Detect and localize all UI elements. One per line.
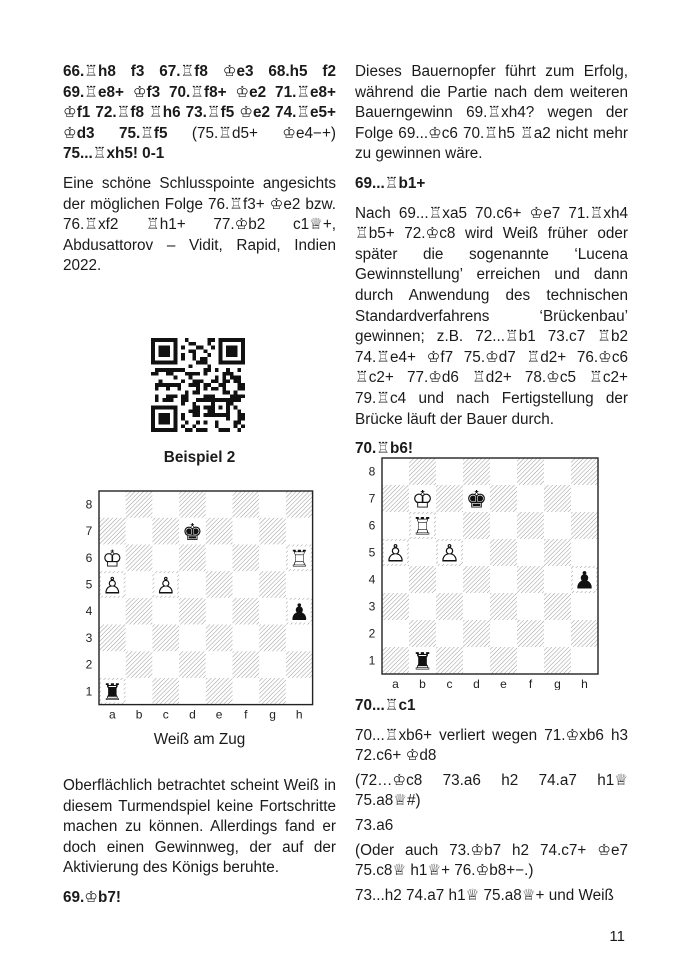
- board-square: [286, 518, 313, 545]
- board-square: [259, 678, 286, 705]
- rank-label: 3: [368, 599, 376, 614]
- rank-label: 5: [85, 577, 93, 592]
- file-label: c: [446, 677, 453, 690]
- black-piece-d7: ♚: [182, 519, 203, 546]
- board-square: [571, 485, 598, 512]
- rank-label: 2: [85, 657, 93, 672]
- board-square: [206, 518, 233, 545]
- board-square: [179, 678, 206, 705]
- board-square: [436, 647, 463, 674]
- black-piece-b1: ♜: [411, 647, 434, 676]
- board-square: [99, 598, 126, 625]
- board-square: [152, 598, 179, 625]
- black-piece-a1: ♜: [102, 680, 123, 707]
- final-moves: 75...♖xh5! 0-1: [63, 145, 165, 163]
- board-square: [286, 491, 313, 518]
- board-square: [206, 544, 233, 571]
- file-label: h: [581, 677, 588, 690]
- board-square: [126, 571, 153, 598]
- white-piece-c5: ♙: [155, 573, 177, 600]
- bold-moves: 66.♖h8 f3 67.♖f8 ♔e3 68.h5 f2 69.♖e8+ ♔f3 70.♖f8+ ♔e2 71.♖e8+ ♔f1 72.♖f8 ♖h6 73.♖f5 ♔e2 74.♖e5+ ♔d3 75.♖f5: [63, 63, 336, 142]
- board-square: [259, 625, 286, 652]
- board-square: [152, 651, 179, 678]
- file-label: b: [419, 677, 426, 690]
- move-line: 73.a6: [355, 816, 394, 834]
- board-square: [517, 458, 544, 485]
- rank-label: 6: [85, 550, 93, 565]
- left-column: [63, 62, 336, 286]
- board-square: [463, 458, 490, 485]
- board-square: [99, 518, 126, 545]
- board-square: [544, 458, 571, 485]
- move-sequence-paragraph: [63, 62, 336, 165]
- rank-label: 1: [368, 653, 376, 668]
- rank-label: 7: [368, 491, 376, 506]
- board-square: [463, 512, 490, 539]
- file-label: d: [189, 707, 196, 722]
- board-square: [490, 512, 517, 539]
- board-square: [233, 625, 260, 652]
- board-square: [490, 539, 517, 566]
- board-square: [206, 625, 233, 652]
- board-square: [286, 678, 313, 705]
- board-square: [544, 566, 571, 593]
- board-square: [490, 593, 517, 620]
- file-label: d: [473, 677, 480, 690]
- board-square: [152, 518, 179, 545]
- rank-label: 6: [368, 518, 376, 533]
- rank-label: 5: [368, 545, 376, 560]
- file-label: e: [500, 677, 507, 690]
- file-label: f: [528, 677, 533, 690]
- black-piece-d7: ♚: [465, 485, 488, 514]
- board-square: [206, 598, 233, 625]
- board-square: [152, 491, 179, 518]
- board-square: [179, 651, 206, 678]
- board-square: [179, 571, 206, 598]
- board-square: [382, 647, 409, 674]
- board-square: [571, 512, 598, 539]
- board-square: [206, 571, 233, 598]
- board-square: [571, 647, 598, 674]
- board-square: [233, 678, 260, 705]
- board-square: [259, 651, 286, 678]
- board-square: [409, 620, 436, 647]
- rank-label: 8: [368, 464, 376, 479]
- file-label: c: [162, 707, 169, 722]
- board-square: [571, 620, 598, 647]
- board-square: [126, 651, 153, 678]
- board-square: [436, 593, 463, 620]
- board-square: [517, 593, 544, 620]
- move-line: 69...♖b1+: [355, 174, 426, 192]
- move-line: 69.♔b7!: [63, 888, 121, 906]
- diagram-caption: Weiß am Zug: [153, 731, 246, 748]
- right-column: [355, 62, 628, 469]
- variation-paragraph: (72…♔c8 73.a6 h2 74.a7 h1♕ 75.a8♕#): [355, 771, 628, 810]
- board-square: [126, 598, 153, 625]
- board-square: [233, 571, 260, 598]
- rank-label: 4: [368, 572, 376, 587]
- white-piece-h6: ♖: [288, 546, 310, 573]
- board-square: [99, 491, 126, 518]
- file-label: a: [392, 677, 399, 690]
- chessboard: [84, 487, 316, 725]
- board-square: [286, 651, 313, 678]
- board-square: [382, 512, 409, 539]
- file-label: e: [215, 707, 223, 722]
- chess-diagram-2: [356, 448, 606, 690]
- board-square: [99, 651, 126, 678]
- white-piece-a5: ♙: [384, 539, 407, 568]
- board-square: [436, 458, 463, 485]
- board-square: [382, 620, 409, 647]
- board-square: [259, 491, 286, 518]
- board-square: [544, 512, 571, 539]
- board-square: [463, 647, 490, 674]
- qr-code: [151, 338, 245, 432]
- variation-text: (75.♖d5+ ♔e4−+): [191, 124, 336, 142]
- board-square: [179, 598, 206, 625]
- board-square: [490, 458, 517, 485]
- file-label: g: [269, 707, 276, 722]
- board-square: [382, 458, 409, 485]
- board-square: [126, 678, 153, 705]
- board-square: [206, 491, 233, 518]
- board-square: [233, 651, 260, 678]
- board-square: [571, 593, 598, 620]
- board-square: [517, 539, 544, 566]
- explanation-paragraph: Oberflächlich betrachtet scheint Weiß in diesem Turmendspiel keine Fortschritte machen zu können. Allerdings fand er doch einen Gewinnweg, der auf der Aktivierung des Königs beruhte.: [63, 777, 336, 877]
- chessboard: [356, 448, 606, 690]
- file-label: a: [109, 707, 116, 722]
- board-square: [517, 647, 544, 674]
- variation-paragraph: (Oder auch 73.♔b7 h2 74.c7+ ♔e7 75.c8♕ h1♕+ 76.♔b8+−.): [355, 841, 628, 880]
- board-square: [544, 647, 571, 674]
- board-square: [517, 620, 544, 647]
- board-square: [259, 571, 286, 598]
- board-square: [490, 620, 517, 647]
- chess-diagram-1: [84, 487, 316, 725]
- board-square: [544, 620, 571, 647]
- board-square: [152, 625, 179, 652]
- board-square: [490, 485, 517, 512]
- board-square: [463, 566, 490, 593]
- board-square: [206, 651, 233, 678]
- board-square: [126, 544, 153, 571]
- rank-label: 3: [85, 630, 93, 645]
- board-square: [286, 571, 313, 598]
- board-square: [152, 678, 179, 705]
- left-bottom-text: [63, 776, 336, 918]
- board-square: [382, 485, 409, 512]
- board-square: [490, 647, 517, 674]
- board-square: [179, 625, 206, 652]
- white-piece-a6: ♔: [102, 546, 123, 573]
- board-square: [259, 598, 286, 625]
- board-square: [382, 566, 409, 593]
- board-square: [436, 620, 463, 647]
- rank-label: 1: [85, 684, 93, 699]
- board-square: [490, 566, 517, 593]
- board-square: [409, 539, 436, 566]
- board-square: [233, 544, 260, 571]
- board-square: [259, 518, 286, 545]
- example-title: Beispiel 2: [163, 449, 236, 466]
- board-square: [463, 620, 490, 647]
- board-square: [259, 544, 286, 571]
- commentary-paragraph: Dieses Bauernopfer führt zum Erfolg, während die Partie nach dem weiteren Bauerngewinn 69.♖xh4? wegen der Folge 69...♔c6 70.♖h5 ♖a2 nicht mehr zu gewinnen wäre.: [355, 63, 628, 163]
- commentary-paragraph: Eine schöne Schlusspointe angesichts der möglichen Folge 76.♖f3+ ♔e2 bzw. 76.♖xf2 ♖h1+ 77.♔b2 c1♕+, Abdusattorov – Vidit, Rapid, Indien 2022.: [63, 174, 336, 275]
- rank-label: 7: [85, 524, 93, 539]
- commentary-paragraph: 70...♖xb6+ verliert wegen 71.♔xb6 h3 72.c6+ ♔d8: [355, 726, 628, 765]
- board-square: [436, 512, 463, 539]
- white-piece-b6: ♖: [411, 512, 434, 541]
- board-square: [99, 625, 126, 652]
- board-square: [206, 678, 233, 705]
- board-square: [544, 539, 571, 566]
- board-square: [544, 593, 571, 620]
- board-square: [179, 491, 206, 518]
- board-square: [517, 485, 544, 512]
- board-square: [179, 544, 206, 571]
- board-square: [436, 485, 463, 512]
- board-square: [517, 512, 544, 539]
- file-label: g: [554, 677, 561, 690]
- board-square: [463, 539, 490, 566]
- move-line: 70...♖c1: [355, 697, 416, 714]
- commentary-paragraph: 73...h2 74.a7 h1♕ 75.a8♕+ und Weiß: [355, 886, 614, 904]
- board-square: [126, 625, 153, 652]
- board-square: [517, 566, 544, 593]
- move-line: 70.♖b6!: [355, 440, 413, 458]
- commentary-paragraph: Nach 69...♖xa5 70.c6+ ♔e7 71.♖xh4 ♖b5+ 72.♔c8 wird Weiß früher oder später die sogenannte ‘Lucena Gewinnstellung’ erreichen und dann durch Anwendung des technischen Standardverfahrens ‘Brückenbau’ gewinnen; z.B. 72...♖b1 73.c7 ♖b2 74.♖e4+ ♔f7 75.♔d7 ♖d2+ 76.♔c6 ♖c2+ 77.♔d6 ♖d2+ 78.♔c5 ♖c2+ 79.♖c4 und nach Fertigstellung der Brücke läuft der Bauer durch.: [355, 204, 628, 428]
- black-piece-h4: ♟: [288, 599, 310, 626]
- white-piece-a5: ♙: [102, 573, 123, 600]
- board-square: [233, 598, 260, 625]
- board-square: [233, 518, 260, 545]
- board-square: [286, 625, 313, 652]
- rank-label: 4: [85, 604, 93, 619]
- board-square: [463, 593, 490, 620]
- board-square: [126, 518, 153, 545]
- file-label: h: [295, 707, 303, 722]
- board-square: [436, 566, 463, 593]
- black-piece-h4: ♟: [573, 566, 596, 595]
- board-square: [571, 539, 598, 566]
- board-square: [152, 544, 179, 571]
- board-square: [233, 491, 260, 518]
- board-square: [571, 458, 598, 485]
- board-square: [409, 593, 436, 620]
- rank-label: 2: [368, 626, 376, 641]
- board-square: [409, 458, 436, 485]
- page-number: 11: [609, 928, 625, 945]
- right-column-continued: [355, 696, 628, 910]
- file-label: b: [135, 707, 143, 722]
- board-square: [409, 566, 436, 593]
- file-label: f: [244, 707, 248, 722]
- white-piece-b7: ♔: [411, 485, 434, 514]
- white-piece-c5: ♙: [438, 539, 461, 568]
- board-square: [126, 491, 153, 518]
- rank-label: 8: [85, 497, 93, 512]
- board-square: [544, 485, 571, 512]
- board-square: [382, 593, 409, 620]
